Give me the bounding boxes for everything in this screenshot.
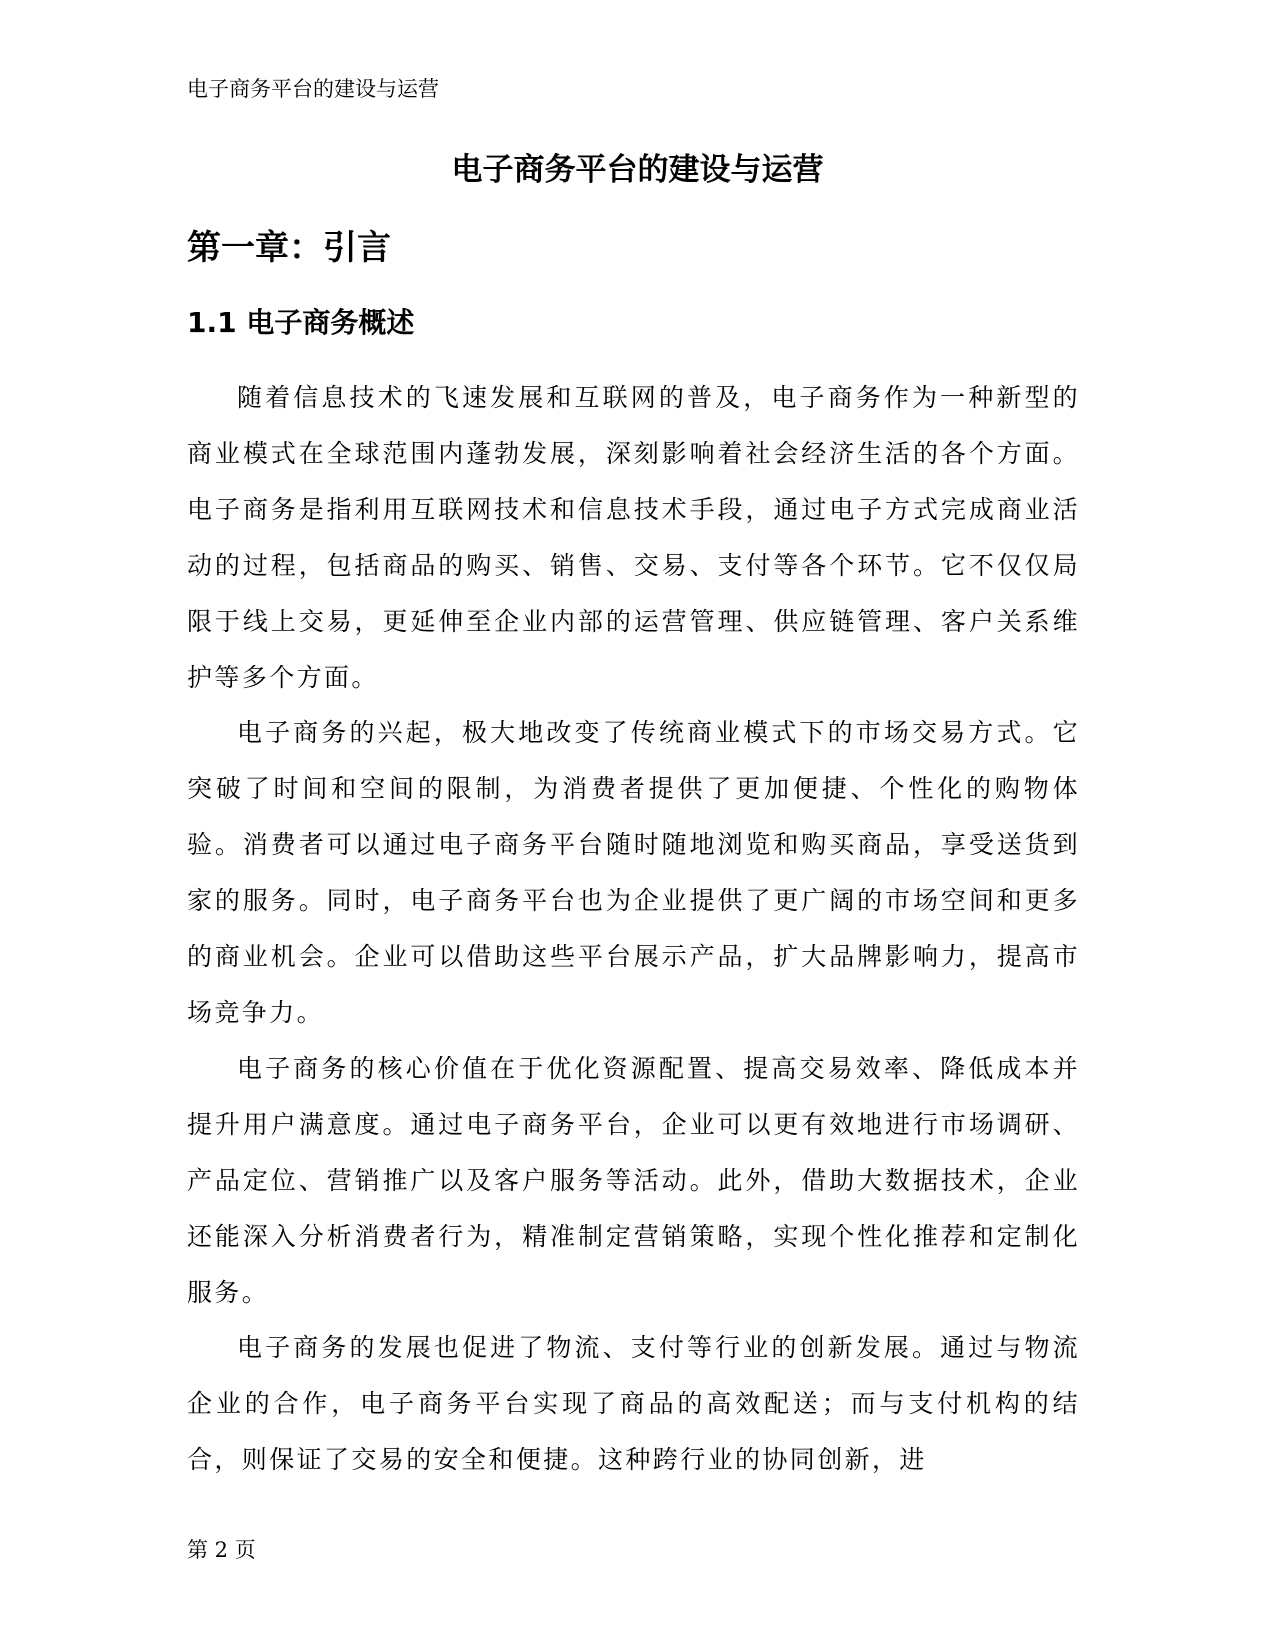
running-header: 电子商务平台的建设与运营 bbox=[187, 77, 439, 101]
body-text bbox=[187, 370, 1080, 1488]
paragraph-3: 电子商务的核心价值在于优化资源配置、提高交易效率、降低成本并提升用户满意度。通过电子商务平台，企业可以更有效地进行市场调研、产品定位、营销推广以及客户服务等活动。此外，借助大数据技术，企业还能深入分析消费者行为，精准制定营销策略，实现个性化推荐和定制化服务。 bbox=[187, 1053, 1080, 1307]
paragraph-2: 电子商务的兴起，极大地改变了传统商业模式下的市场交易方式。它突破了时间和空间的限制，为消费者提供了更加便捷、个性化的购物体验。消费者可以通过电子商务平台随时随地浏览和购买商品，享受送货到家的服务。同时，电子商务平台也为企业提供了更广阔的市场空间和更多的商业机会。企业可以借助这些平台展示产品，扩大品牌影响力，提高市场竞争力。 bbox=[187, 718, 1080, 1027]
document-title: 电子商务平台的建设与运营 bbox=[451, 152, 824, 188]
paragraph-1: 随着信息技术的飞速发展和互联网的普及，电子商务作为一种新型的商业模式在全球范围内蓬勃发展，深刻影响着社会经济生活的各个方面。电子商务是指利用互联网技术和信息技术手段，通过电子方式完成商业活动的过程，包括商品的购买、销售、交易、支付等各个环节。它不仅仅局限于线上交易，更延伸至企业内部的运营管理、供应链管理、客户关系维护等多个方面。 bbox=[187, 383, 1080, 692]
paragraph-4: 电子商务的发展也促进了物流、支付等行业的创新发展。通过与物流企业的合作，电子商务平台实现了商品的高效配送；而与支付机构的结合，则保证了交易的安全和便捷。这种跨行业的协同创新，进 bbox=[187, 1333, 1080, 1475]
section-heading: 1.1 电子商务概述 bbox=[187, 306, 415, 339]
chapter-heading: 第一章：引言 bbox=[187, 228, 391, 268]
page-number: 第 2 页 bbox=[187, 1538, 256, 1562]
